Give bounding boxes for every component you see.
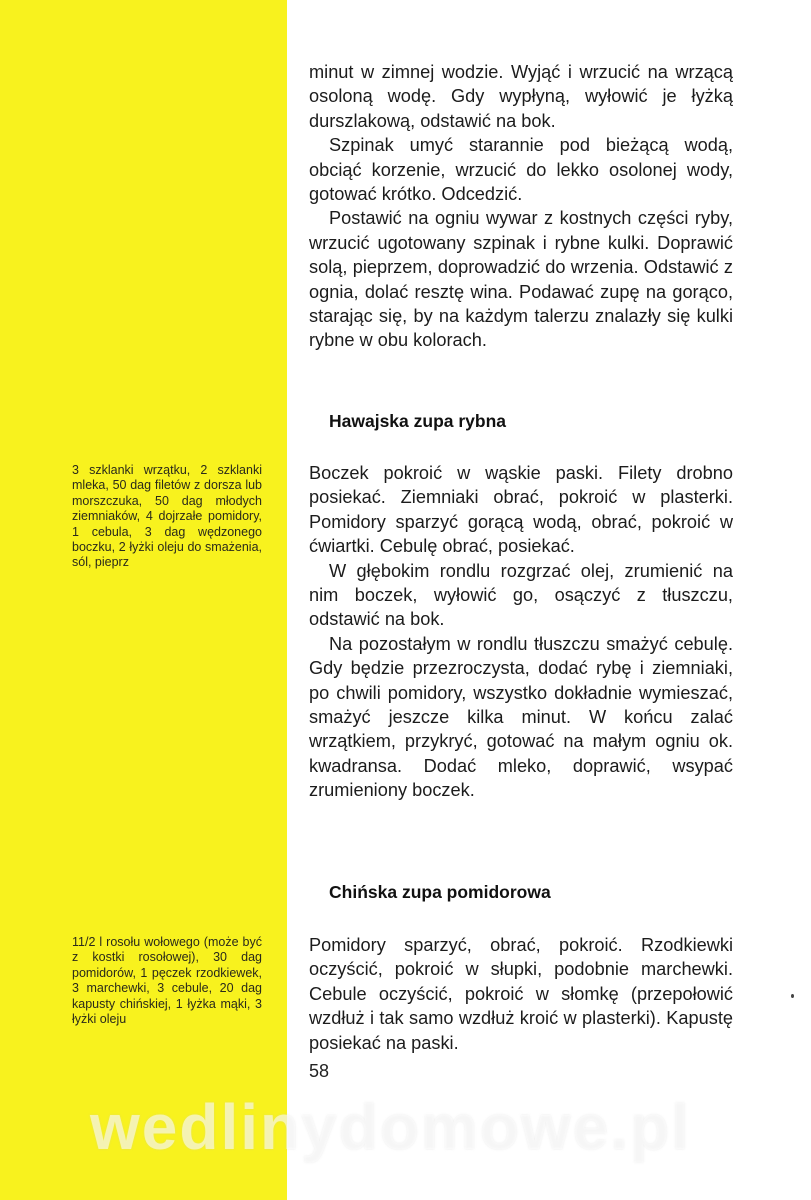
recipe-title-hawaiian: Hawajska zupa rybna bbox=[329, 411, 507, 431]
recipe-chinese-body bbox=[309, 933, 733, 1055]
paragraph: Pomidory sparzyć, obrać, pokroić. Rzodkiewki oczyścić, pokroić w słupki, podobnie marchewki. Cebule oczyścić, pokroić w słomkę (przepołowić wzdłuż i tak samo wzdłuż kroić w plasterki). Kapustę posiekać na paski. bbox=[309, 935, 733, 1053]
recipe-continued-body bbox=[309, 60, 733, 353]
paragraph: Szpinak umyć starannie pod bieżącą wodą, obciąć korzenie, wrzucić do lekko osolonej wody, gotować krótko. Odcedzić. bbox=[309, 135, 733, 205]
paragraph: W głębokim rondlu rozgrzać olej, zrumienić na nim boczek, wyłowić go, osączyć z tłuszczu, odstawić na bok. bbox=[309, 560, 733, 630]
paragraph: Boczek pokroić w wąskie paski. Filety drobno posiekać. Ziemniaki obrać, pokroić w plasterki. Pomidory sparzyć gorącą wodą, obrać, pokroić w ćwiartki. Cebulę obrać, posiekać. bbox=[309, 463, 733, 557]
paragraph: Na pozostałym w rondlu tłuszczu smażyć cebulę. Gdy będzie przezroczysta, dodać rybę i ziemniaki, po chwili pomidory, wszystko dokładnie wymieszać, smażyć jeszcze kilka minut. W końcu zalać wrzątkiem, przykryć, gotować na małym ogniu ok. kwadransa. Dodać mleko, doprawić, wsypać zrumieniony boczek. bbox=[309, 633, 733, 801]
recipe-title-chinese: Chińska zupa pomidorowa bbox=[329, 882, 551, 902]
recipe-hawaiian-body bbox=[309, 461, 733, 803]
ingredients-chinese: 11/2 l rosołu wołowego (może być z kostki rosołowej), 30 dag pomidorów, 1 pęczek rzodkiewek, 3 marchewki, 3 cebule, 20 dag kapusty chińskiej, 1 łyżka mąki, 3 łyżki oleju bbox=[72, 935, 262, 1027]
paragraph: Postawić na ogniu wywar z kostnych części ryby, wrzucić ugotowany szpinak i rybne kulki. Doprawić solą, pieprzem, doprowadzić do wrzenia. Odstawić z ognia, dolać resztę wina. Podawać zupę na gorąco, starając się, by na każdym talerzu znalazły się kulki rybne w obu kolorach. bbox=[309, 208, 733, 351]
page-number: 58 bbox=[309, 1061, 330, 1081]
speck-mark bbox=[791, 994, 794, 998]
paragraph: minut w zimnej wodzie. Wyjąć i wrzucić na wrzącą osoloną wodę. Gdy wypłyną, wyłowić je łyżką durszlakową, odstawić na bok. bbox=[309, 62, 733, 131]
watermark: wedlinydomowe.pl bbox=[90, 1091, 691, 1163]
ingredients-hawaiian: 3 szklanki wrzątku, 2 szklanki mleka, 50 dag filetów z dorsza lub morszczuka, 50 dag młodych ziemniaków, 4 dojrzałe pomidory, 1 cebula, 3 dag wędzonego boczku, 2 łyżki oleju do smażenia, sól, pieprz bbox=[72, 463, 262, 570]
